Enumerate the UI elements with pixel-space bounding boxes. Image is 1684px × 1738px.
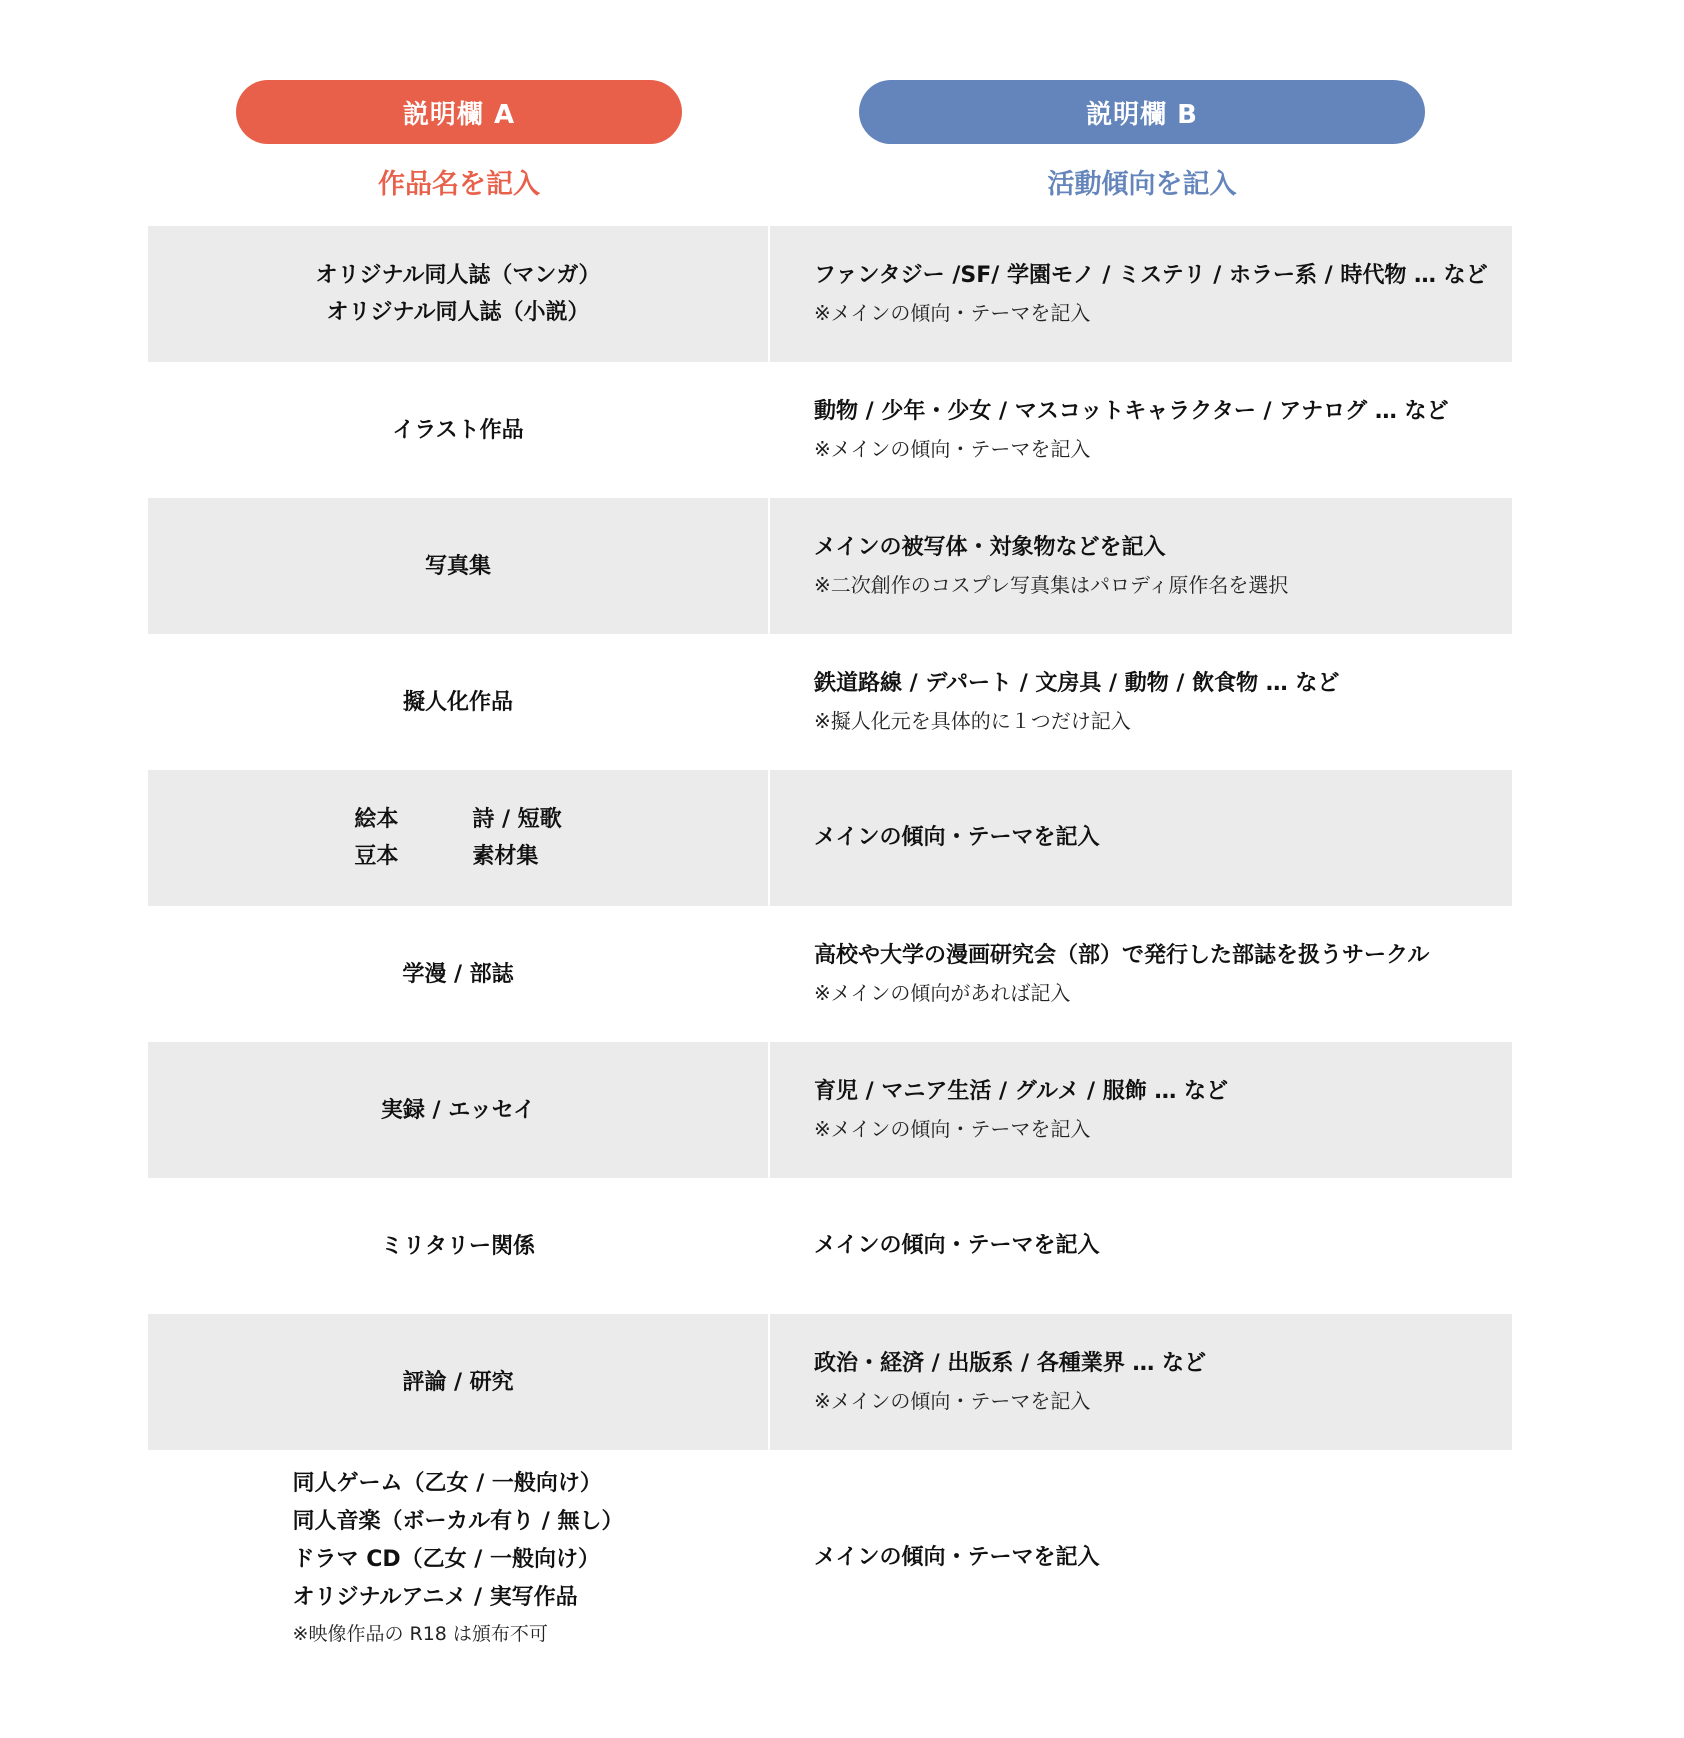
trend-text: メインの傾向・テーマを記入 [814,1545,1100,1570]
trend-note: ※メインの傾向があれば記入 [814,981,1071,1005]
table-row [148,362,1512,498]
work-name: オリジナルアニメ / 実写作品 [292,1585,578,1610]
cell-b [768,770,1512,906]
work-name: 絵本 [354,807,399,832]
cell-b [768,226,1512,362]
trend-note: ※メインの傾向・テーマを記入 [814,301,1091,325]
cell-a [148,770,768,906]
work-name: 評論 / 研究 [402,1369,514,1395]
cell-a [148,1314,768,1450]
cell-b [768,1314,1512,1450]
cell-a [148,906,768,1042]
cell-b [768,1178,1512,1314]
work-name: オリジナル同人誌（小説） [326,300,590,325]
category-table [148,226,1512,1666]
cell-a [148,1450,768,1666]
trend-note: ※メインの傾向・テーマを記入 [814,1389,1091,1413]
trend-text: メインの傾向・テーマを記入 [814,1233,1100,1258]
table-row [148,1314,1512,1450]
cell-a [148,1042,768,1178]
table-row [148,226,1512,362]
trend-text: メインの被写体・対象物などを記入 [814,535,1166,560]
trend-note: ※メインの傾向・テーマを記入 [814,437,1091,461]
table-row [148,634,1512,770]
trend-text: 鉄道路線 / デパート / 文房具 / 動物 / 飲食物 … など [814,671,1340,696]
cell-a [148,362,768,498]
work-name: 擬人化作品 [402,689,513,715]
work-name: 写真集 [424,553,491,579]
trend-text: 動物 / 少年・少女 / マスコットキャラクター / アナログ … など [814,399,1449,424]
work-name: 素材集 [472,844,539,869]
trend-note: ※二次創作のコスプレ写真集はパロディ原作名を選択 [814,573,1289,597]
trend-note: ※メインの傾向・テーマを記入 [814,1117,1091,1141]
table-row [148,1450,1512,1666]
work-name: 同人音楽（ボーカル有り / 無し） [292,1509,624,1534]
work-name: イラスト作品 [392,417,524,443]
trend-text: ファンタジー /SF/ 学園モノ / ミステリ / ホラー系 / 時代物 … など [814,263,1488,288]
cell-b [768,1450,1512,1666]
work-note: ※映像作品の R18 は頒布不可 [292,1623,548,1645]
table-row [148,1178,1512,1314]
cell-b [768,634,1512,770]
trend-text: 高校や大学の漫画研究会（部）で発行した部誌を扱うサークル [814,943,1430,968]
column-a-subtitle: 作品名を記入 [378,168,540,200]
cell-a [148,226,768,362]
table-row [148,770,1512,906]
cell-a [148,634,768,770]
column-a-badge: 説明欄 A [236,80,682,144]
cell-b [768,1042,1512,1178]
work-name: 詩 / 短歌 [472,807,562,832]
trend-text: 政治・経済 / 出版系 / 各種業界 … など [814,1351,1207,1376]
cell-a [148,1178,768,1314]
work-name: 同人ゲーム（乙女 / 一般向け） [292,1471,602,1496]
cell-a [148,498,768,634]
table-row [148,906,1512,1042]
cell-b [768,498,1512,634]
cell-b [768,362,1512,498]
work-name: 学漫 / 部誌 [402,961,514,987]
work-name: 実録 / エッセイ [380,1097,536,1123]
work-name: ミリタリー関係 [380,1233,535,1259]
cell-b [768,906,1512,1042]
work-name: ドラマ CD（乙女 / 一般向け） [292,1547,600,1572]
trend-text: 育児 / マニア生活 / グルメ / 服飾 … など [814,1079,1229,1104]
table-row [148,1042,1512,1178]
trend-text: メインの傾向・テーマを記入 [814,825,1100,850]
column-b-subtitle: 活動傾向を記入 [1047,168,1237,200]
column-b-badge: 説明欄 B [859,80,1425,144]
table-row [148,498,1512,634]
work-name: オリジナル同人誌（マンガ） [315,263,601,288]
work-name: 豆本 [354,844,399,869]
trend-note: ※擬人化元を具体的に１つだけ記入 [814,709,1131,733]
